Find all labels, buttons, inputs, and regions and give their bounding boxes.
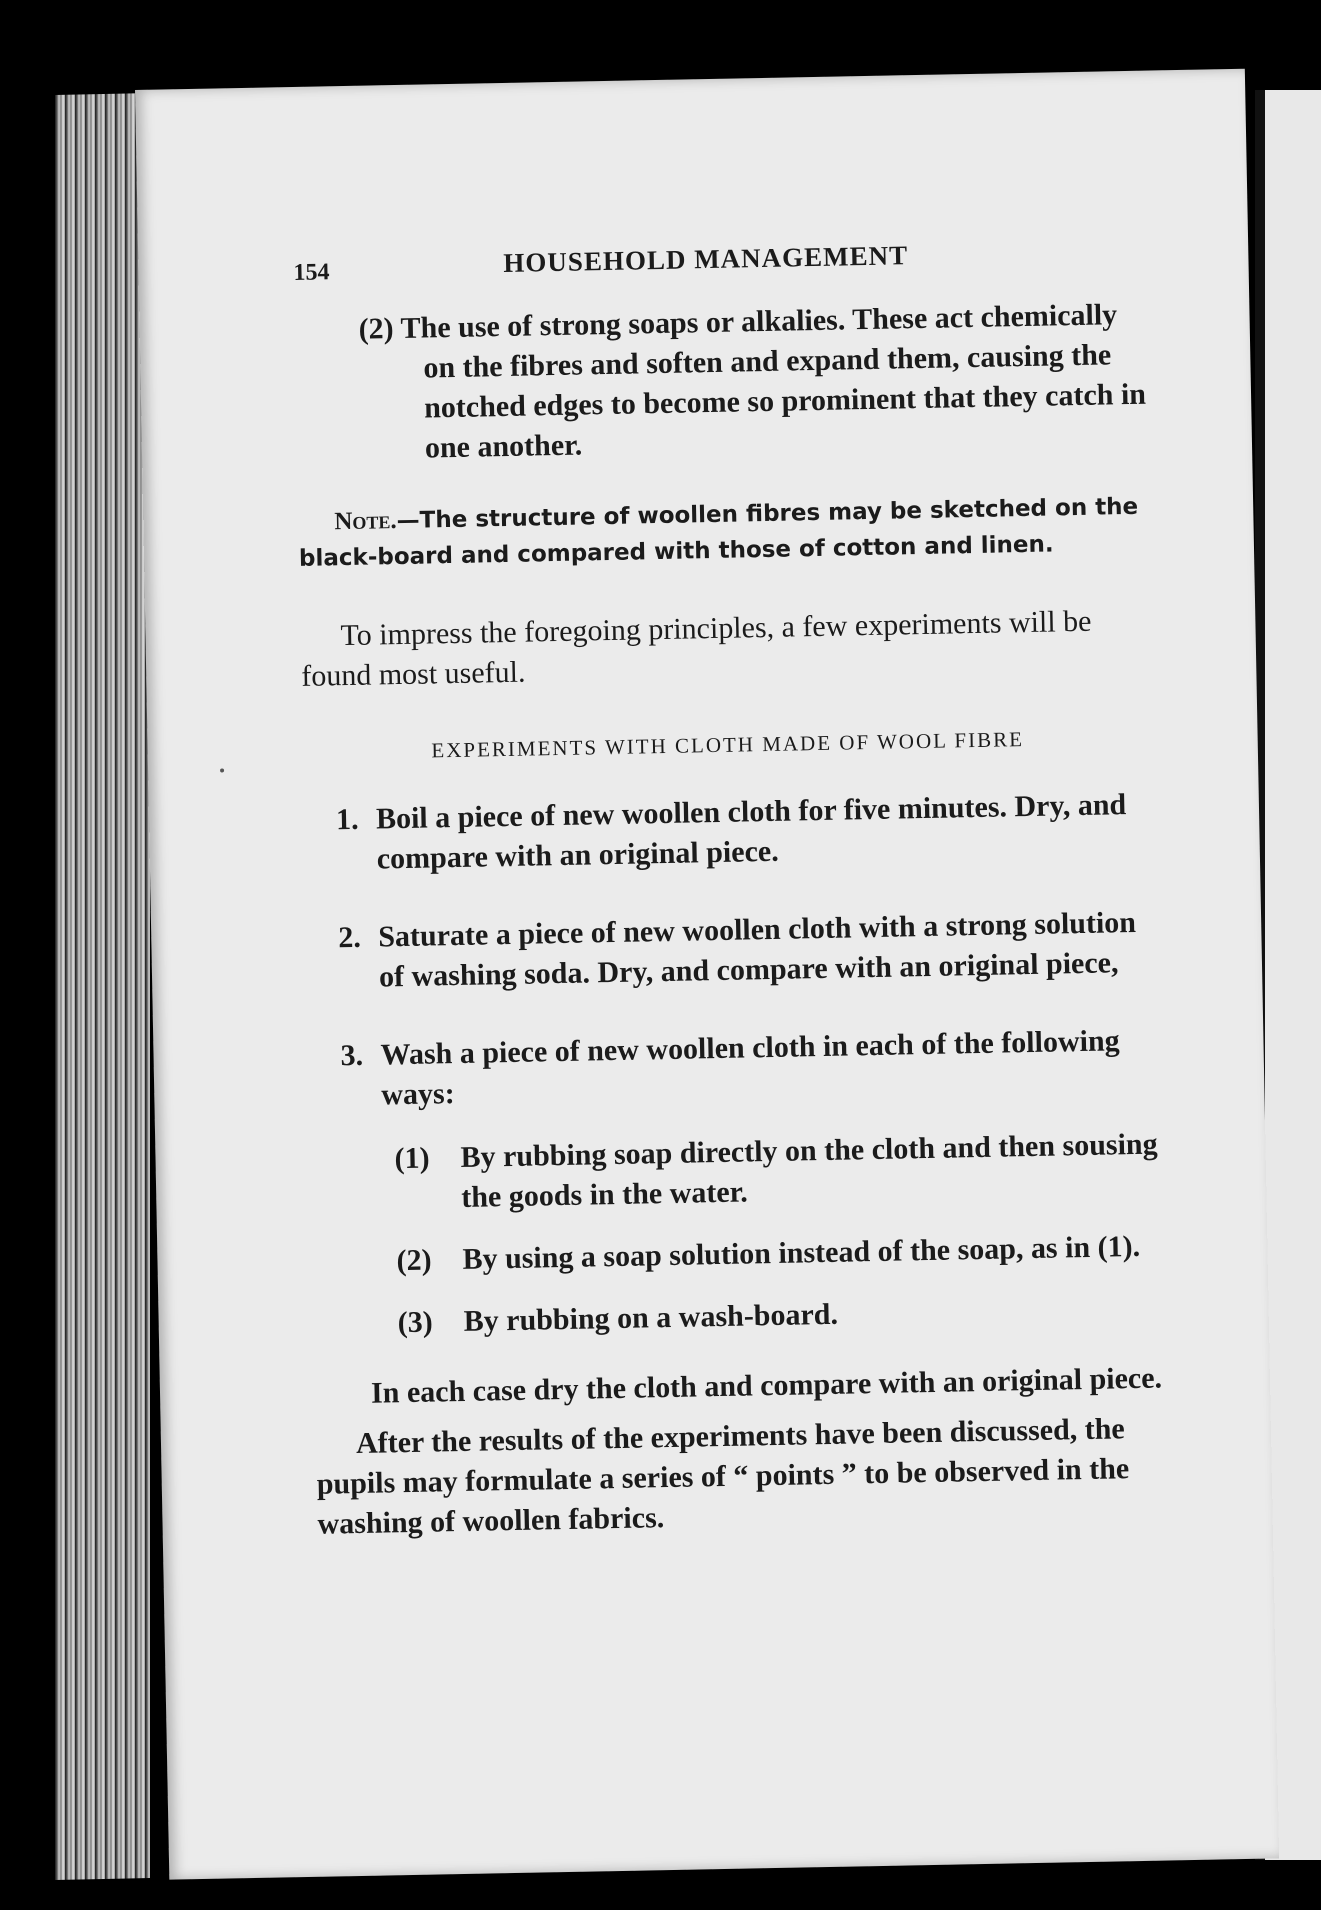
experiment-item bbox=[308, 1021, 1159, 1117]
soaps-item-label: (2) bbox=[358, 312, 394, 346]
experiment-text: Saturate a piece of new woollen cloth with a strong solution of washing soda. Dry, and compare with an original piece, bbox=[377, 905, 1137, 994]
margin-speck bbox=[220, 768, 224, 772]
soaps-item-text: The use of strong soaps or alkalies. These act chemically on the fibres and soften and expand them, causing the notched edges to become so prominent that they catch in one another. bbox=[400, 298, 1147, 465]
page-text bbox=[293, 231, 1168, 1545]
experiment-number: 1. bbox=[335, 802, 359, 837]
page-stack-edge bbox=[55, 93, 150, 1880]
note-paragraph bbox=[298, 489, 1149, 577]
closing-instruction: In each case dry the cloth and compare with an original piece. bbox=[370, 1361, 1163, 1410]
experiment-number: 3. bbox=[340, 1038, 364, 1073]
experiment-item bbox=[304, 785, 1155, 881]
washing-method-item bbox=[313, 1288, 1164, 1344]
experiment-text: Boil a piece of new woollen cloth for five minutes. Dry, and compare with an original piece. bbox=[375, 788, 1127, 876]
washing-method-number: (1) bbox=[394, 1141, 430, 1176]
soaps-item bbox=[294, 295, 1147, 471]
washing-method-text: By rubbing on a wash-board. bbox=[463, 1297, 839, 1338]
page-number: 154 bbox=[293, 259, 330, 286]
washing-method-text: By rubbing soap directly on the cloth and then sousing the goods in the water. bbox=[460, 1127, 1158, 1214]
washing-method-item bbox=[312, 1226, 1163, 1282]
book-page bbox=[135, 69, 1279, 1880]
washing-method-text: By using a soap solution instead of the soap, as in (1). bbox=[462, 1229, 1141, 1276]
experiment-number: 2. bbox=[337, 920, 362, 955]
running-head bbox=[293, 231, 1144, 297]
washing-method-number: (3) bbox=[397, 1305, 434, 1340]
note-text: —The structure of woollen fibres may be sketched on the black-board and compared with those of cotton and linen. bbox=[298, 493, 1139, 572]
final-paragraph: After the results of the experiments have been discussed, the pupils may formulate a series of “ points ” to be observed in the washing of woollen fabrics. bbox=[316, 1412, 1130, 1541]
washing-method-number: (2) bbox=[396, 1243, 432, 1278]
intro-paragraph: To impress the foregoing principles, a few experiments will be found most useful. bbox=[300, 604, 1092, 693]
running-title: HOUSEHOLD MANAGEMENT bbox=[503, 240, 909, 278]
experiment-text: Wash a piece of new woollen cloth in each of the following ways: bbox=[380, 1024, 1120, 1112]
experiment-item bbox=[306, 903, 1157, 999]
note-label: Note. bbox=[334, 507, 397, 536]
washing-method-item bbox=[310, 1125, 1161, 1221]
section-heading: EXPERIMENTS WITH CLOTH MADE OF WOOL FIBRE bbox=[431, 727, 1025, 763]
